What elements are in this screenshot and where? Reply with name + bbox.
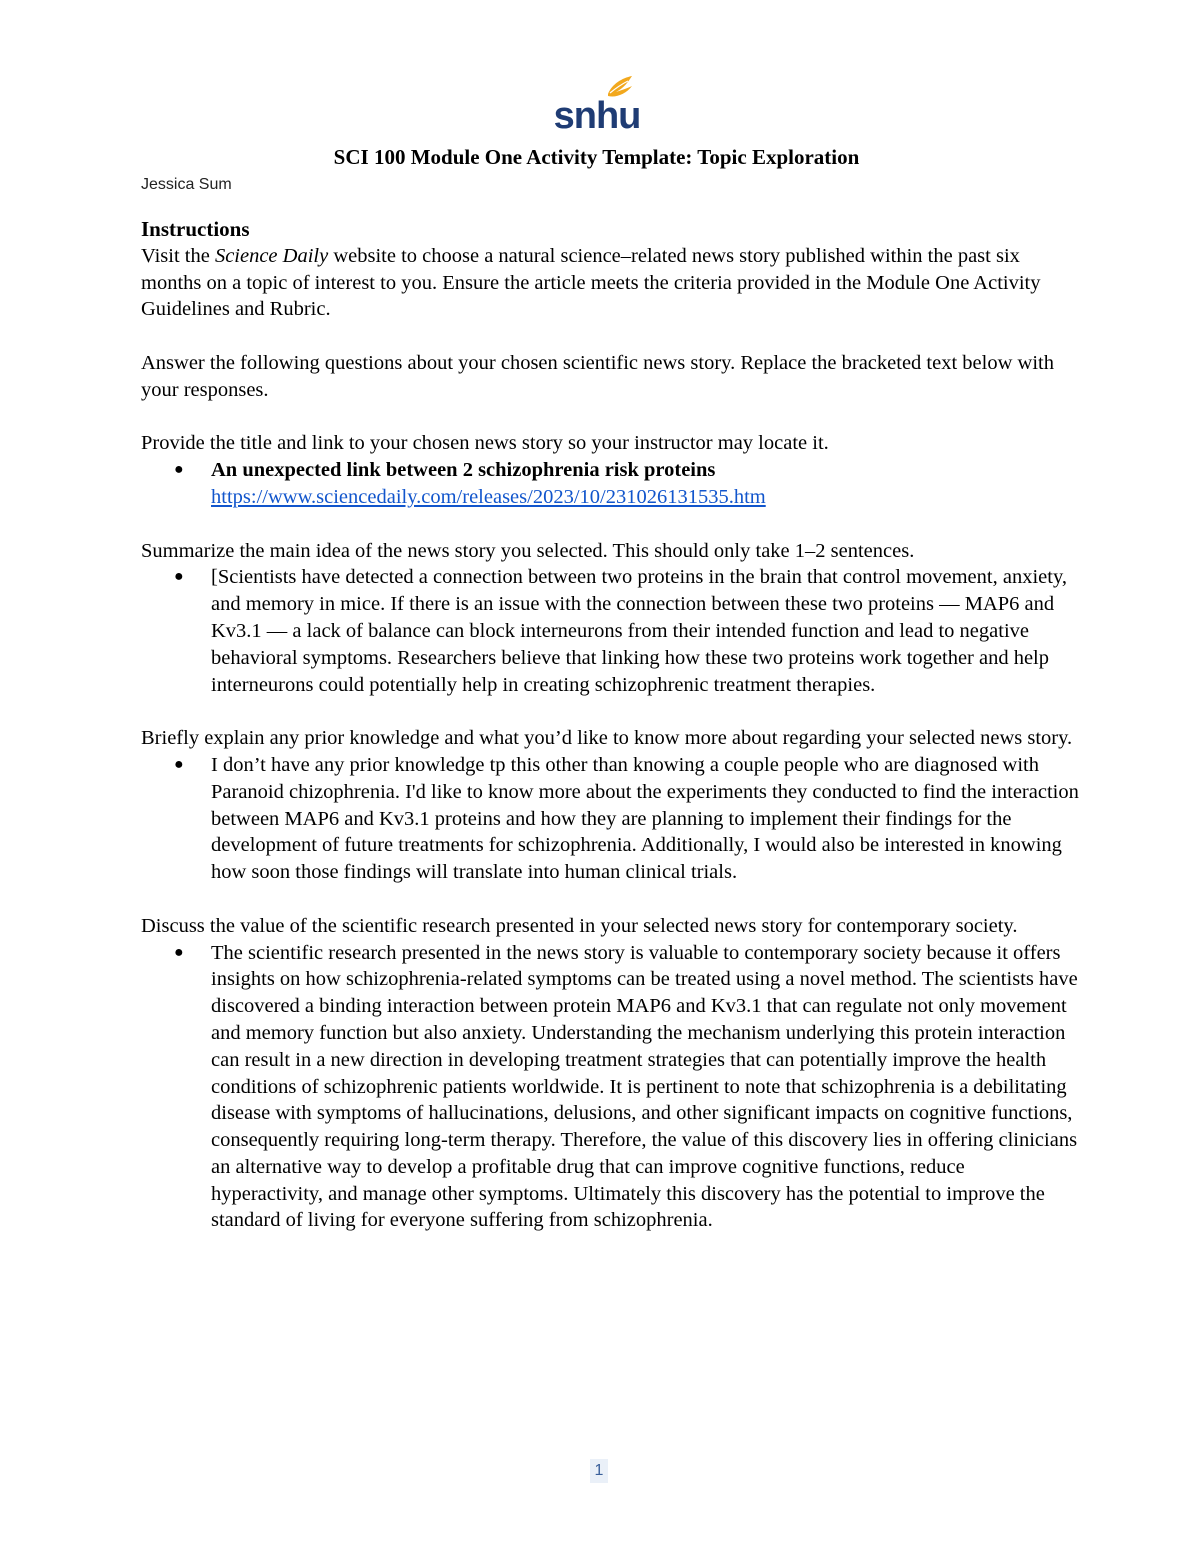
snhu-logo [552,72,642,134]
bullet-icon: ● [174,943,184,961]
answer-2-text: [Scientists have detected a connection between two proteins in the brain that control movement, anxiety, and memory in mice. If there is an issue with the connection between these two proteins — MAP6 and Kv3.1 — a lack of balance can block interneurons from their intended function and lead to negative behavioral symptoms. Researchers believe that linking how these two proteins work together and help interneurons could potentially help in creating schizophrenic treatment therapies. [211,566,1067,696]
question-4: Discuss the value of the scientific research presented in your selected news story for contemporary society. [141,914,1018,937]
answer-3-text: I don’t have any prior knowledge tp this other than knowing a couple people who are diagnosed with Paranoid chizophrenia. I'd like to know more about the experiments they conducted to find the interaction between MAP6 and Kv3.1 proteins and how they are planning to implement their findings for the development of future treatments for schizophrenia. Additionally, I would also be interested in knowing how soon those findings will translate into human clinical trials. [211,753,1079,884]
instructions-heading: Instructions [141,217,250,241]
document-body [141,216,1081,1234]
list-item [174,940,1081,1235]
science-daily-name: Science Daily [214,244,329,267]
page-number: 1 [590,1459,608,1483]
question-3: Briefly explain any prior knowledge and what you’d like to know more about regarding your selected news story. [141,727,1073,750]
svg-text:snhu: snhu [553,95,641,134]
list-item [174,564,1081,698]
bullet-icon: ● [174,755,184,773]
document-title: SCI 100 Module One Activity Template: Topic Exploration [333,145,860,169]
instructions-paragraph: Visit the Science Daily website to choose a natural science–related news story published within the past six months on a topic of interest to you. Ensure the article meets the criteria provided in the Module One Activity Guidelines and Rubric. [141,244,1041,321]
answer-4-text: The scientific research presented in the news story is valuable to contemporary society because it offers insights on how schizophrenia-related symptoms can be treated using a novel method. The scientists have discovered a binding interaction between protein MAP6 and Kv3.1 that can regulate not only movement and memory function but also anxiety. Understanding the mechanism underlying this protein interaction can result in a new direction in developing treatment strategies that can potentially improve the health conditions of schizophrenic patients worldwide. It is pertinent to note that schizophrenia is a debilitating disease with symptoms of hallucinations, delusions, and other significant impacts on cognitive functions, consequently requiring long-term therapy. Therefore, the value of this discovery lies in offering clinicians an alternative way to develop a profitable drug that can improve cognitive functions, reduce hyperactivity, and manage other symptoms. Ultimately this discovery has the potential to improve the standard of living for everyone suffering from schizophrenia. [211,941,1078,1232]
instructions-note: Answer the following questions about your chosen scientific news story. Replace the bracketed text below with your responses. [141,351,1054,401]
article-link[interactable]: https://www.sciencedaily.com/releases/2023/10/231026131535.htm [211,485,766,508]
flame-leaf-icon [552,72,642,134]
bullet-icon: ● [174,461,184,479]
question-2: Summarize the main idea of the news story you selected. This should only take 1–2 sentences. [141,539,915,562]
bullet-icon: ● [174,568,184,586]
answer-2-list [141,564,1081,698]
answer-1-list [141,457,1081,511]
list-item [174,752,1081,886]
question-1: Provide the title and link to your chosen news story so your instructor may locate it. [141,432,829,455]
list-item [174,457,1081,511]
answer-4-list [141,940,1081,1235]
answer-3-list [141,752,1081,886]
article-title: An unexpected link between 2 schizophrenia risk proteins [211,459,716,482]
author-name: Jessica Sum [141,176,232,193]
